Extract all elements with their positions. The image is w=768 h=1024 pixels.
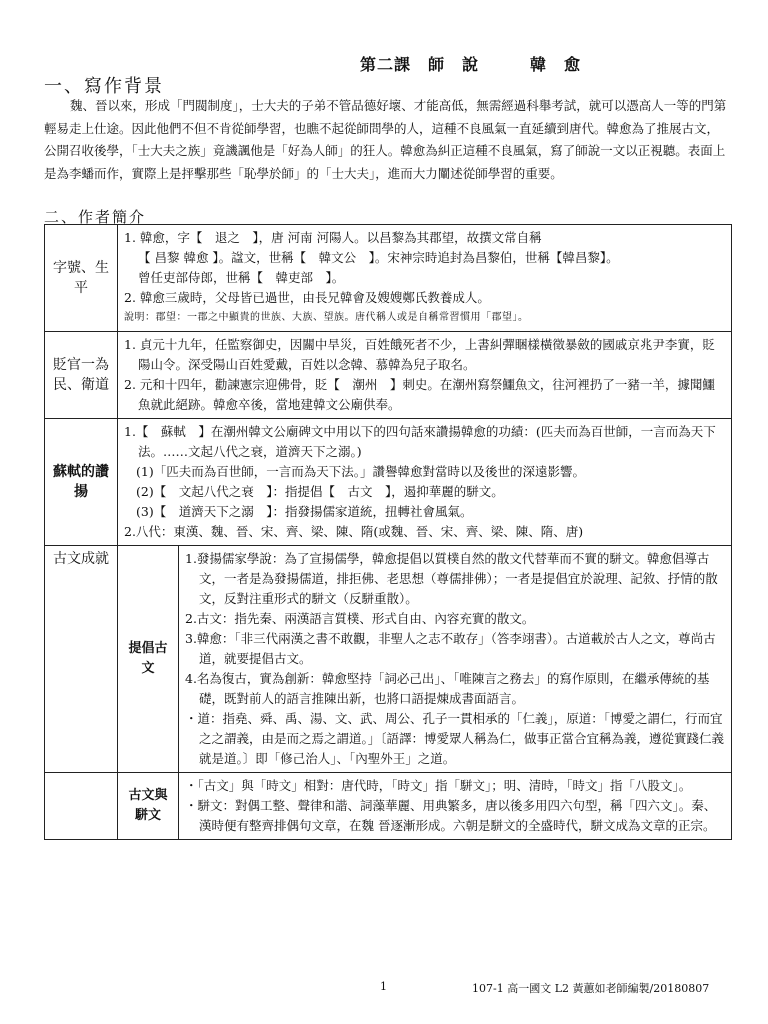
section-heading-author: 二、作者簡介	[44, 208, 147, 226]
list-item: (2)【 文起八代之衰 】：指提倡【 古文 】，遏抑華麗的駢文。	[136, 484, 504, 499]
footer-credit: 107-1 高一國文 L2 黃蕙如老師編製/20180807	[472, 982, 710, 995]
row-content-exile	[118, 332, 732, 419]
list-item: 2.古文：指先秦、兩漢語言質樸、形式自由、內容充實的散文。	[185, 611, 535, 626]
list-item: 曾任吏部侍郎，世稱【 韓吏部 】。	[138, 270, 345, 285]
list-item: 1.發揚儒家學說：為了宣揚儒學，韓愈提倡以質樸自然的散文代替華而不實的駢文。韓愈倡導古文，一者是為發揚儒道，排拒佛、老思想（尊儒排佛）；一者是提倡宜於說理、記敘、抒情的散文，反對注重形式的駢文（反駢重散）。	[185, 551, 718, 606]
list-item: ・道：指堯、舜、禹、湯、文、武、周公、孔子一貫相承的「仁義」，原道：「博愛之謂仁，行而宜之之謂義，由是而之焉之謂道。」〔語譯：博愛眾人稱為仁，做事正當合宜稱為義，遵從實踐仁義就是道。〕即「修己治人」、「內聖外王」之道。	[185, 711, 725, 766]
sublabel-prose-vs-parallel: 古文與駢文	[118, 773, 179, 840]
list-item: (3)【 道濟天下之溺 】：指發揚儒家道統，扭轉社會風氣。	[136, 504, 473, 519]
list-item: ・駢文：對偶工整、聲律和諧、詞藻華麗、用典繁多，唐以後多用四六句型，稱「四六文」。秦、漢時便有整齊排偶句文章，在魏 晉逐漸形成。六朝是駢文的全盛時代，駢文成為文章的正宗。	[185, 798, 717, 833]
table-row	[45, 225, 732, 332]
intro-text: 魏、晉以來，形成「門閥制度」，士大夫的子弟不管品德好壞、才能高低，無需經過科舉考試，就可以憑高人一等的門第輕易走上仕途。因此他們不但不肯從師學習，也瞧不起從師問學的人，這種不良風氣一直延續到唐代。韓愈為了推展古文，公開召收後學，「士大夫之族」竟譏諷他是「好為人師」的狂人。韓愈為糾正這種不良風氣，寫了師說一文以正視聽。表面上是為李蟠而作，實際上是抨擊那些「恥學於師」的「士大夫」，進而大力闡述從師學習的重要。	[44, 98, 727, 181]
list-item: 1.【 蘇軾 】在潮州韓文公廟碑文中用以下的四句話來讚揚韓愈的功績：(匹夫而為百世師，一言而為天下法。……文起八代之衰，道濟天下之溺。)	[124, 424, 716, 459]
prose-vs-parallel-content	[179, 773, 732, 840]
row-label-exile: 貶官一為民、衛道	[45, 332, 118, 419]
row-label-praise: 蘇軾的讚揚	[45, 419, 118, 546]
page-number: 1	[380, 980, 387, 993]
row-label-life: 字號、生平	[45, 225, 118, 332]
row-label-achievement: 古文成就	[45, 546, 118, 773]
background-paragraph	[44, 95, 730, 185]
list-item: 2. 元和十四年，勸諫憲宗迎佛骨，貶【 潮州 】刺史。在潮州寫祭鱷魚文，往河裡扔了一豬一羊，據聞鱷魚就此絕跡。韓愈卒後，當地建韓文公廟供奉。	[124, 377, 715, 412]
table-row	[45, 773, 732, 840]
list-item: 1. 韓愈，字【 退之 】，唐 河南 河陽人。以昌黎為其郡望，故撰文常自稱	[124, 230, 542, 245]
row-content-life	[118, 225, 732, 332]
list-item: 1. 貞元十九年，任監察御史，因關中旱災，百姓餓死者不少，上書糾彈睏樣橫徵暴斂的國戚京兆尹李實，貶陽山令。深受陽山百姓愛戴，百姓以念韓、慕韓為兒子取名。	[124, 337, 715, 372]
table-row	[45, 419, 732, 546]
list-item: (1)「匹夫而為百世師，一言而為天下法。」讚譽韓愈對當時以及後世的深遠影響。	[136, 464, 585, 479]
author-table	[44, 224, 732, 840]
list-item: 4.名為復古，實為創新：韓愈堅持「詞必己出」、「唯陳言之務去」的寫作原則，在繼承傳統的基礎，既對前人的語言推陳出新，也將口語提煉成書面語言。	[185, 671, 710, 706]
row-content-praise	[118, 419, 732, 546]
list-item: 3.韓愈：「非三代兩漢之書不敢觀，非聖人之志不敢存」（答李翊書）。古道載於古人之文，尊尚古道，就要提倡古文。	[185, 631, 716, 666]
section-heading-background: 一、寫作背景	[44, 76, 164, 97]
advocate-content	[179, 546, 732, 773]
row-label-empty	[45, 773, 118, 840]
table-row	[45, 332, 732, 419]
note-text: 說明：郡望：一郡之中顯貴的世族、大族、望族。唐代稱人或是自稱常習慣用「郡望」。	[124, 312, 529, 323]
table-row	[45, 546, 732, 773]
list-item: 【 昌黎 韓愈 】。諡文，世稱【 韓文公 】。宋神宗時追封為昌黎伯，世稱【韓昌黎】。	[138, 250, 619, 265]
list-item: ・「古文」與「時文」相對：唐代時，「時文」指「駢文」；明、清時，「時文」指「八股文」。	[185, 778, 692, 793]
sublabel-advocate: 提倡古文	[118, 546, 179, 773]
list-item: 2.八代：東漢、魏、晉、宋、齊、梁、陳、隋(或魏、晉、宋、齊、梁、陳、隋、唐)	[124, 524, 584, 539]
list-item: 2. 韓愈三歲時，父母皆已過世，由長兄韓會及嫂嫂鄭氏教養成人。	[124, 290, 490, 305]
lesson-title: 第二課 師 說 韓 愈	[360, 55, 582, 74]
